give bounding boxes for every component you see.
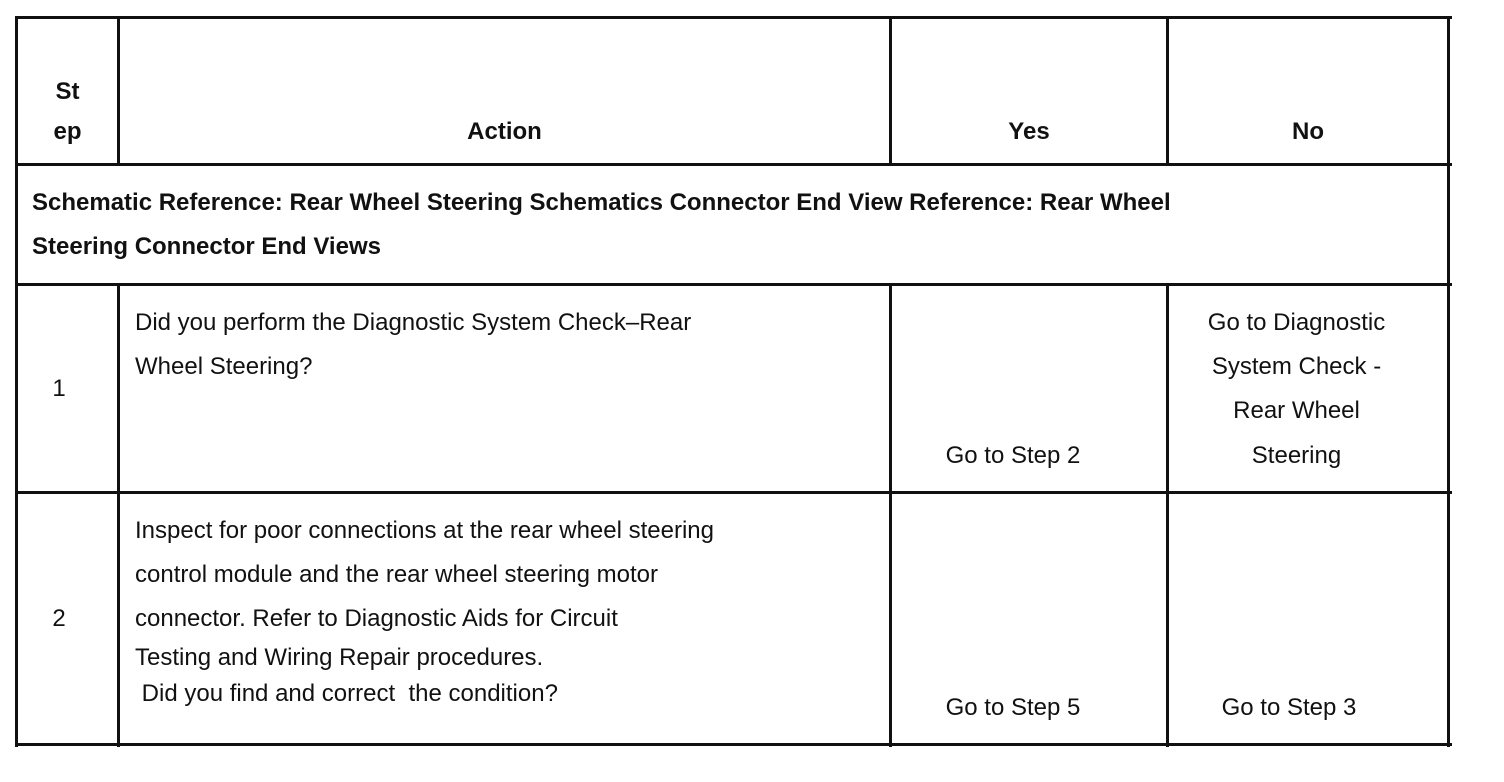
no-result-line: System Check - bbox=[1211, 353, 1382, 380]
action-line: Did you find and correct the condition? bbox=[135, 680, 558, 707]
yes-result: Go to Step 2 bbox=[945, 442, 1081, 469]
header-action: Action bbox=[467, 118, 542, 145]
table-border-top bbox=[15, 16, 1452, 19]
table-border-bottom bbox=[15, 743, 1452, 746]
header-step-line1: St bbox=[55, 78, 80, 105]
header-no: No bbox=[1292, 118, 1324, 145]
column-divider-action bbox=[889, 283, 892, 747]
action-line: control module and the rear wheel steering motor bbox=[135, 561, 658, 588]
column-divider-step bbox=[117, 283, 120, 747]
step-number: 2 bbox=[52, 605, 66, 632]
reference-line-2: Steering Connector End Views bbox=[32, 233, 381, 260]
step-number: 1 bbox=[52, 375, 66, 402]
action-line: Inspect for poor connections at the rear wheel steering bbox=[135, 517, 714, 544]
no-result: Go to Step 3 bbox=[1221, 694, 1357, 721]
no-result-line: Go to Diagnostic bbox=[1207, 309, 1386, 336]
row-divider bbox=[15, 491, 1452, 494]
yes-result: Go to Step 5 bbox=[945, 694, 1081, 721]
header-step-line2: ep bbox=[53, 118, 82, 145]
no-result-line: Steering bbox=[1251, 442, 1342, 469]
reference-line-1: Schematic Reference: Rear Wheel Steering Schematics Connector End View Reference: Rear Wheel bbox=[32, 189, 1171, 216]
table-border-right bbox=[1447, 16, 1450, 747]
action-line: Testing and Wiring Repair procedures. bbox=[135, 644, 544, 671]
header-divider bbox=[15, 163, 1452, 166]
action-line: connector. Refer to Diagnostic Aids for Circuit bbox=[135, 605, 618, 632]
reference-divider bbox=[15, 283, 1452, 286]
action-line: Wheel Steering? bbox=[135, 353, 313, 380]
diagnostic-table bbox=[15, 16, 1452, 747]
no-result-line: Rear Wheel bbox=[1233, 397, 1360, 424]
header-yes: Yes bbox=[1008, 118, 1050, 145]
action-line: Did you perform the Diagnostic System Check–Rear bbox=[135, 309, 692, 336]
